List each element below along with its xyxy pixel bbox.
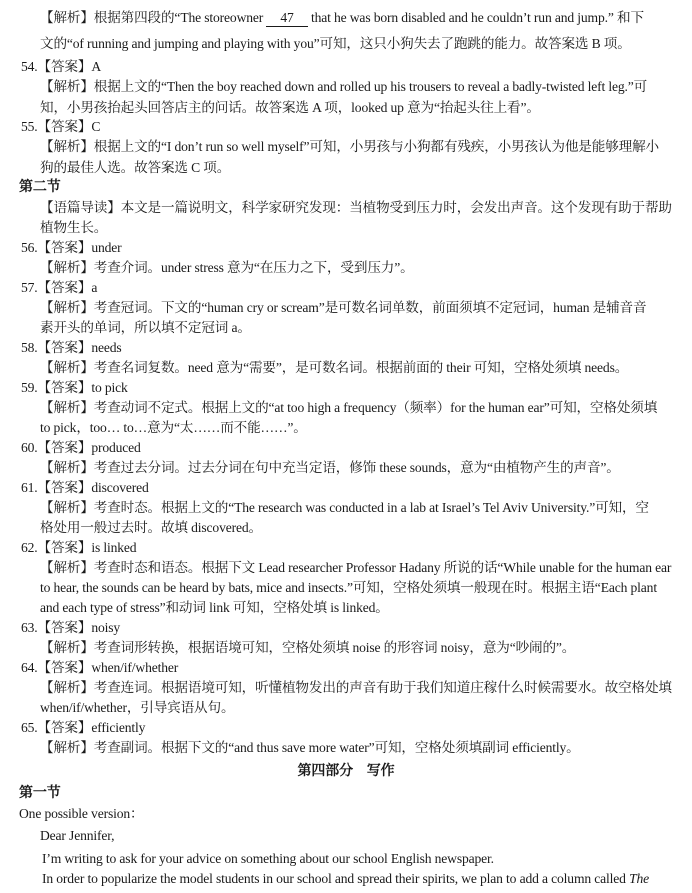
- answer-heading: 61.【答案】discovered: [21, 480, 149, 495]
- answer-heading: 55.【答案】C: [21, 119, 101, 134]
- answer-heading: 63.【答案】noisy: [21, 620, 121, 635]
- part-heading: 第四部分 写作: [297, 764, 395, 779]
- section-heading: 第二节: [19, 180, 61, 195]
- answer-heading: 62.【答案】is linked: [21, 540, 137, 555]
- text-line: 【解析】考查名词复数。need 意为“需要”，是可数名词。根据前面的 their 可知，空格处须填 needs。: [40, 360, 629, 375]
- text-line: 【解析】考查时态。根据上文的“The research was conducted in a lab at Israel’s Tel Aviv University.”可知，空: [40, 500, 649, 515]
- text-line: and each type of stress”和动词 link 可知，空格处填 is linked。: [40, 600, 389, 615]
- text-line: In order to popularize the model students in our school and spread their spirits, we plan to add a column called The: [42, 871, 650, 886]
- text-line: 【解析】根据第四段的“The storeowner 47 that he was born disabled and he couldn’t run and jump.” 和下: [40, 10, 644, 25]
- text-line: 【解析】考查连词。根据语境可知，听懂植物发出的声音有助于我们知道庄稼什么时候需要水。故空格处填: [40, 680, 672, 695]
- answer-blank: 47: [266, 10, 307, 27]
- answer-heading: 58.【答案】needs: [21, 340, 122, 355]
- text-line: to hear, the sounds can be heard by bats, mice and insects.”可知，空格处须填一般现在时。根据主语“Each plant: [40, 580, 657, 595]
- text-line: 【解析】考查词形转换，根据语境可知，空格处须填 noise 的形容词 noisy，意为“吵闹的”。: [40, 640, 576, 655]
- text-line: I’m writing to ask for your advice on something about our school English newspaper.: [42, 851, 494, 866]
- answer-heading: 54.【答案】A: [21, 59, 101, 74]
- letter-salutation: Dear Jennifer,: [40, 828, 115, 843]
- text-line: 【解析】考查副词。根据下文的“and thus save more water”可知，空格处须填副词 efficiently。: [40, 740, 580, 755]
- text-line: 格处用一般过去时。故填 discovered。: [40, 520, 262, 535]
- answer-heading: 56.【答案】under: [21, 240, 122, 255]
- section-heading: 第一节: [19, 786, 61, 801]
- text-line: 【解析】考查时态和语态。根据下文 Lead researcher Professor Hadany 所说的话“While unable for the human ear: [40, 560, 672, 575]
- text-line: 【解析】考查动词不定式。根据上文的“at too high a frequency（频率）for the human ear”可知，空格处须填: [40, 400, 658, 415]
- text-line: 【解析】考查过去分词。过去分词在句中充当定语，修饰 these sounds，意为“由植物产生的声音”。: [40, 460, 620, 475]
- text-line: 【解析】考查冠词。下文的“human cry or scream”是可数名词单数，前面须填不定冠词，human 是辅音音: [40, 300, 647, 315]
- text-line: 植物生长。: [40, 220, 108, 235]
- text-line: to pick，too… to…意为“太……而不能……”。: [40, 420, 307, 435]
- answer-heading: 57.【答案】a: [21, 280, 98, 295]
- answer-heading: 59.【答案】to pick: [21, 380, 128, 395]
- text-line: 【解析】根据上文的“Then the boy reached down and rolled up his trousers to reveal a badly-twisted left leg.”可: [40, 79, 648, 94]
- answer-heading: 60.【答案】produced: [21, 440, 141, 455]
- text-line: 【语篇导读】本文是一篇说明文，科学家研究发现：当植物受到压力时，会发出声音。这个发现有助于帮助: [40, 200, 672, 215]
- text-line: 【解析】考查介词。under stress 意为“在压力之下，受到压力”。: [40, 260, 414, 275]
- answer-heading: 64.【答案】when/if/whether: [21, 660, 179, 675]
- text-line: 文的“of running and jumping and playing with you”可知，这只小狗失去了跑跳的能力。故答案选 B 项。: [40, 36, 631, 51]
- text-line: One possible version：: [19, 806, 144, 821]
- text-line: 【解析】根据上文的“I don’t run so well myself”可知，小男孩与小狗都有残疾，小男孩认为他是能够理解小: [40, 139, 659, 154]
- text-line: 知，小男孩抬起头回答店主的问话。故答案选 A 项，looked up 意为“抬起头往上看”。: [40, 100, 540, 115]
- text-line: when/if/whether，引导宾语从句。: [40, 700, 235, 715]
- text-line: 狗的最佳人选。故答案选 C 项。: [40, 160, 231, 175]
- answer-heading: 65.【答案】efficiently: [21, 720, 146, 735]
- text-line: 素开头的单词，所以填不定冠词 a。: [40, 320, 251, 335]
